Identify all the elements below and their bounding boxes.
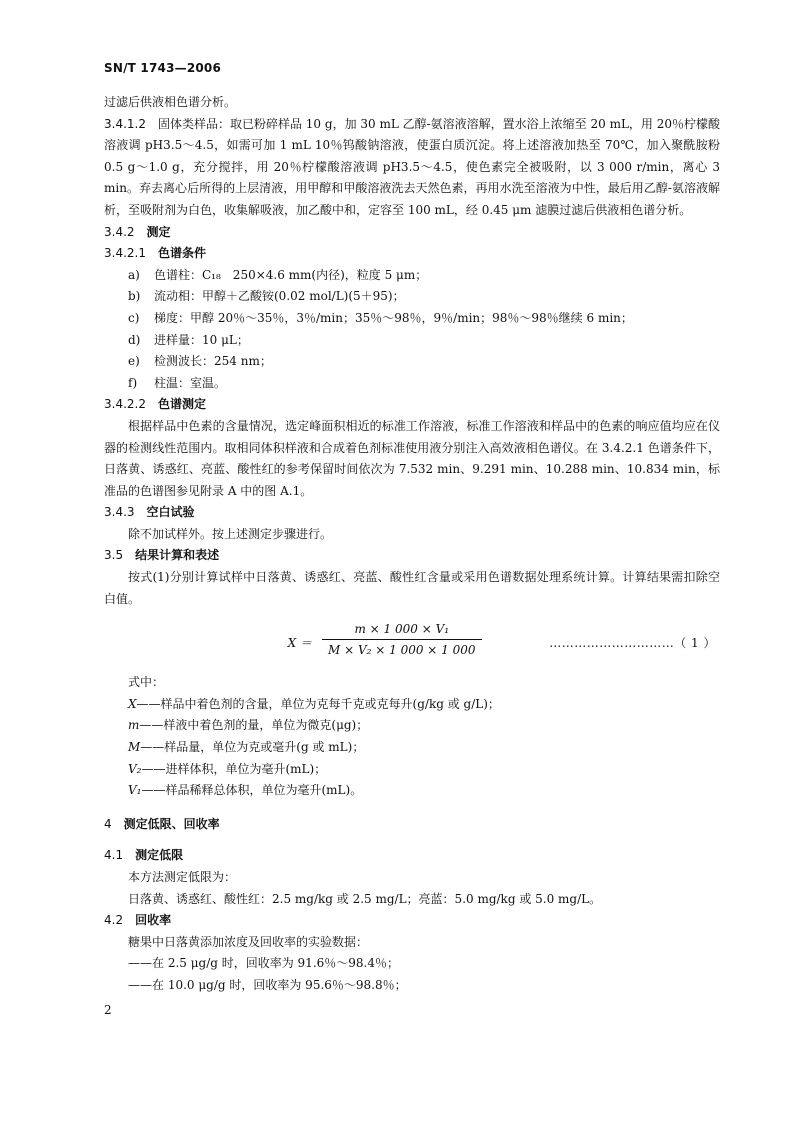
heading-4 bbox=[104, 814, 720, 836]
heading-number: 3.4.3 bbox=[104, 505, 135, 520]
list-text: 流动相：甲醇＋乙酸铵(0.02 mol/L)(5＋95)； bbox=[154, 289, 405, 304]
where-symbol: V₁ bbox=[128, 783, 142, 798]
heading-3-4-3 bbox=[104, 502, 720, 524]
standard-code: SN/T 1743—2006 bbox=[104, 61, 222, 75]
heading-4-2 bbox=[104, 910, 720, 932]
formula-fraction bbox=[322, 620, 482, 659]
paragraph-blank-test: 除不加试样外。按上述测定步骤进行。 bbox=[128, 526, 333, 541]
list-text: 梯度：甲醇 20％～35％，3％/min；35％～98％，9％/min；98％～98％继续 6 min； bbox=[154, 310, 633, 325]
clause-text: 固体类样品：取已粉碎样品 10 g，加 30 mL 乙醇-氨溶液溶解，置水浴上浓缩至 20 mL，用 20％柠檬酸溶液调 pH3.5～4.5，如需可加 1 mL 10％钨酸钠溶液，使蛋白质沉淀。将上述溶液加热至 70℃，加入聚酰胺粉 0.5 g～1.0 g，充分搅拌，用 20％柠檬酸溶液调 pH3.5～4.5，使色素完全被吸附，以 3 000 r/min，离心 3 min。弃去离心后所得的上层清液，用甲醇和甲酸溶液洗去天然色素，再用水洗至溶液为中性，最后用乙醇-氨溶液解析，至吸附剂为白色，收集解吸液，加乙酸中和，定容至 100 mL，经 0.45 μm 滤膜过滤后供液相色谱分析。 bbox=[104, 116, 721, 217]
where-item bbox=[104, 780, 720, 802]
heading-text: 结果计算和表述 bbox=[135, 548, 220, 563]
heading-number: 4 bbox=[104, 816, 112, 831]
list-text: 柱温：室温。 bbox=[154, 375, 227, 390]
where-definition: ——进样体积，单位为毫升(mL)； bbox=[141, 761, 327, 776]
heading-3-4-2-1 bbox=[104, 243, 720, 265]
where-item bbox=[104, 715, 720, 737]
list-item-c bbox=[104, 308, 720, 330]
heading-text: 色谱条件 bbox=[157, 246, 206, 261]
where-symbol: M bbox=[128, 740, 141, 755]
where-definition: ——样品量，单位为克或毫升(g 或 mL)； bbox=[140, 740, 365, 755]
where-item bbox=[104, 759, 720, 781]
list-item-f bbox=[104, 373, 720, 395]
heading-text: 回收率 bbox=[135, 913, 172, 928]
paragraph-continuation: 过滤后供液相色谱分析。 bbox=[104, 95, 237, 109]
where-definition: ——样液中着色剂的量，单位为微克(μg)； bbox=[139, 718, 369, 733]
heading-text: 色谱测定 bbox=[157, 397, 206, 412]
formula-1 bbox=[104, 620, 720, 666]
where-symbol: X bbox=[128, 696, 137, 711]
recovery-item: ——在 10.0 μg/g 时，回收率为 95.6％～98.8％； bbox=[128, 977, 407, 992]
page-number: 2 bbox=[104, 1003, 112, 1017]
list-item-a bbox=[104, 265, 720, 287]
where-item bbox=[104, 694, 720, 716]
heading-text: 测定 bbox=[146, 224, 171, 239]
recovery-item: ——在 2.5 μg/g 时，回收率为 91.6％～98.4％； bbox=[128, 956, 399, 971]
clause-number: 3.4.1.2 bbox=[104, 116, 146, 131]
heading-text: 测定低限、回收率 bbox=[123, 816, 220, 831]
paragraph-limit-values: 日落黄、诱惑红、酸性红：2.5 mg/kg 或 2.5 mg/L；亮蓝：5.0 mg/kg 或 5.0 mg/L。 bbox=[128, 891, 602, 906]
formula-lhs: X ＝ bbox=[287, 636, 312, 651]
where-symbol: V₂ bbox=[128, 761, 142, 776]
list-item-b bbox=[104, 286, 720, 308]
list-text: 进样量：10 μL； bbox=[154, 332, 249, 347]
where-intro: 式中： bbox=[128, 675, 165, 690]
clause-3-4-1-2 bbox=[104, 114, 720, 222]
list-text: 检测波长：254 nm； bbox=[154, 354, 272, 369]
where-symbol: m bbox=[128, 718, 140, 733]
heading-text: 测定低限 bbox=[135, 848, 184, 863]
list-marker: c) bbox=[128, 310, 140, 325]
list-marker: b) bbox=[128, 289, 141, 304]
list-item-d bbox=[104, 330, 720, 352]
heading-number: 4.2 bbox=[104, 913, 124, 928]
heading-text: 空白试验 bbox=[146, 505, 195, 520]
formula-number: …………………………（ 1 ） bbox=[549, 636, 716, 651]
heading-3-4-2 bbox=[104, 222, 720, 244]
heading-number: 4.1 bbox=[104, 848, 124, 863]
list-marker: f) bbox=[128, 375, 138, 390]
paragraph-chromatography: 根据样品中色素的含量情况，选定峰面积相近的标准工作溶液，标准工作溶液和样品中的色素的响应值均应在仪器的检测线性范围内。取相同体积样液和合成着色剂标准使用液分别注入高效液相色谱仪。在 3.4.2.1 色谱条件下，日落黄、诱惑红、亮蓝、酸性红的参考保留时间依次为 7.532 min、9.291 min、10.288 min、10.834 min，标准品的色谱图参见附录 A 中的图 A.1。 bbox=[104, 418, 720, 498]
where-definition: ——样品稀释总体积，单位为毫升(mL)。 bbox=[141, 783, 363, 798]
paragraph-limit-intro: 本方法测定低限为： bbox=[128, 870, 237, 884]
heading-number: 3.4.2.1 bbox=[104, 246, 146, 261]
list-text: 色谱柱：C₁₈ 250×4.6 mm(内径)，粒度 5 μm； bbox=[154, 267, 428, 282]
paragraph-calculation: 按式(1)分别计算试样中日落黄、诱惑红、亮蓝、酸性红含量或采用色谱数据处理系统计算。计算结果需扣除空白值。 bbox=[104, 570, 720, 606]
heading-number: 3.5 bbox=[104, 548, 124, 563]
formula-numerator: m × 1 000 × V₁ bbox=[322, 620, 482, 640]
list-item-e bbox=[104, 351, 720, 373]
paragraph-recovery-intro: 糖果中日落黄添加浓度及回收率的实验数据： bbox=[128, 934, 369, 949]
list-marker: e) bbox=[128, 354, 140, 369]
page-content bbox=[104, 92, 720, 997]
heading-number: 3.4.2.2 bbox=[104, 397, 146, 412]
formula-denominator: M × V₂ × 1 000 × 1 000 bbox=[328, 643, 476, 658]
list-marker: d) bbox=[128, 332, 141, 347]
heading-4-1 bbox=[104, 845, 720, 867]
where-definition: ——样品中着色剂的含量，单位为克每千克或克每升(g/kg 或 g/L)； bbox=[136, 696, 500, 711]
list-marker: a) bbox=[128, 267, 140, 282]
heading-3-5 bbox=[104, 545, 720, 567]
where-item bbox=[104, 737, 720, 759]
heading-number: 3.4.2 bbox=[104, 224, 135, 239]
heading-3-4-2-2 bbox=[104, 394, 720, 416]
